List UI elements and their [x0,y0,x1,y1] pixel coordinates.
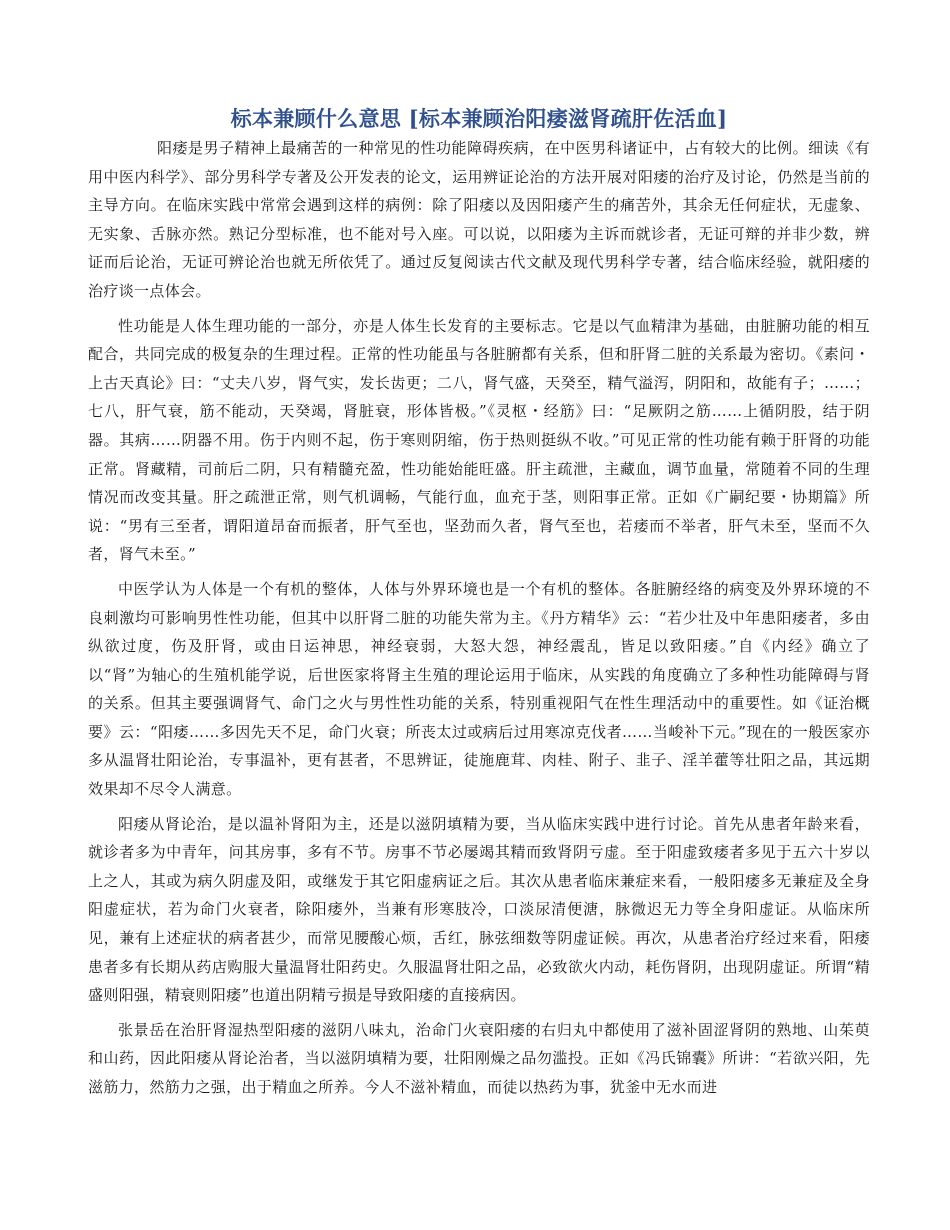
paragraph-intro: 阳痿是男子精神上最痛苦的一种常见的性功能障碍疾病，在中医男科诸证中，占有较大的比例。细读《有用中医内科学》、部分男科学专著及公开发表的论文，运用辨证论治的方法开展对阳痿的治疗及讨论，仍然是当前的主导方向。在临床实践中常常会遇到这样的病例：除了阳痿以及因阳痿产生的痛苦外，其余无任何症状，无虚象、无实象、舌脉亦然。熟记分型标准，也不能对号入座。可以说，以阳痿为主诉而就诊者，无证可辩的并非少数，辨证而后论治，无证可辨论治也就无所依凭了。通过反复阅读古代文献及现代男科学专著，结合临床经验，就阳痿的治疗谈一点体会。 [88,139,870,300]
document-title: 标本兼顾什么意思 [标本兼顾治阳痿滋肾疏肝佐活血] [230,106,728,131]
paragraph-kidney-treatment: 阳痿从肾论治，是以温补肾阳为主，还是以滋阴填精为要，当从临床实践中进行讨论。首先从患者年龄来看，就诊者多为中青年，问其房事，多有不节。房事不节必屡竭其精而致肾阴亏虚。至于阳虚致痿者多见于五六十岁以上之人，其或为病久阴虚及阳，或继发于其它阳虚病证之后。其次从患者临床兼症来看，一般阳痿多无兼症及全身阳虚症状，若为命门火衰者，除阳痿外，当兼有形寒肢冷，口淡尿清便溏，脉微迟无力等全身阳虚证。从临床所见，兼有上述症状的病者甚少，而常见腰酸心烦，舌红，脉弦细数等阴虚证候。再次，从患者治疗经过来看，阳痿患者多有长期从药店购服大量温肾壮阳药史。久服温肾壮阳之品，必致欲火内动，耗伤肾阴，出现阴虚证。所谓“精盛则阳强，精衰则阳痿”也道出阴精亏损是导致阳痿的直接病因。 [88,814,870,1005]
paragraph-zhang-jingyue: 张景岳在治肝肾湿热型阳痿的滋阴八味丸，治命门火衰阳痿的右归丸中都使用了滋补固涩肾阴的熟地、山茱萸和山药，因此阳痿从肾论治者，当以滋阴填精为要，壮阳刚燥之品勿滥投。正如《冯氏锦囊》所讲：“若欲兴阳，先滋筋力，然筋力之强，出于精血之所养。今人不滋补精血，而徒以热药为事，犹釜中无水而进 [88,1020,870,1096]
paragraph-holistic-view: 中医学认为人体是一个有机的整体，人体与外界环境也是一个有机的整体。各脏腑经络的病变及外界环境的不良刺激均可影响男性性功能，但其中以肝肾二脏的功能失常为主。《丹方精华》云：“若少壮及中年患阳痿者，多由纵欲过度，伤及肝肾，或由日运神思，神经衰弱，大怒大怨，神经震乱，皆足以致阳痿。”自《内经》确立了以“肾”为轴心的生殖机能学说，后世医家将肾主生殖的理论运用于临床，从实践的角度确立了多种性功能障碍与肾的关系。但其主要强调肾气、命门之火与男性性功能的关系，特别重视阳气在性生理活动中的重要性。如《证治概要》云：“阳痿……多因先天不足，命门火衰；所丧太过或病后过用寒凉克伐者……当峻补下元。”现在的一般医家亦多从温肾壮阳论治，专事温补，更有甚者，不思辨证，徒施鹿茸、肉桂、附子、韭子、淫羊藿等壮阳之品，其远期效果却不尽令人满意。 [88,579,870,799]
paragraph-sexual-function: 性功能是人体生理功能的一部分，亦是人体生长发育的主要标志。它是以气血精津为基础，由脏腑功能的相互配合，共同完成的极复杂的生理过程。正常的性功能虽与各脏腑都有关系，但和肝肾二脏的关系最为密切。《素问・上古天真论》曰：“丈夫八岁，肾气实，发长齿更；二八，肾气盛，天癸至，精气溢泻，阴阳和，故能有子；……；七八，肝气衰，筋不能动，天癸竭，肾脏衰，形体皆极。”《灵枢・经筋》曰：“足厥阴之筋……上循阴股，结于阴器。其病……阴器不用。伤于内则不起，伤于寒则阴缩，伤于热则挺纵不收。”可见正常的性功能有赖于肝肾的功能正常。肾藏精，司前后二阴，只有精髓充盈，性功能始能旺盛。肝主疏泄，主藏血，调节血量，常随着不同的生理情况而改变其量。肝之疏泄正常，则气机调畅，气能行血，血充于茎，则阳事正常。正如《广嗣纪要・协期篇》所说：“男有三至者，谓阳道昂奋而振者，肝气至也，坚劲而久者，肾气至也，若痿而不举者，肝气未至，坚而不久者，肾气未至。” [88,316,870,564]
